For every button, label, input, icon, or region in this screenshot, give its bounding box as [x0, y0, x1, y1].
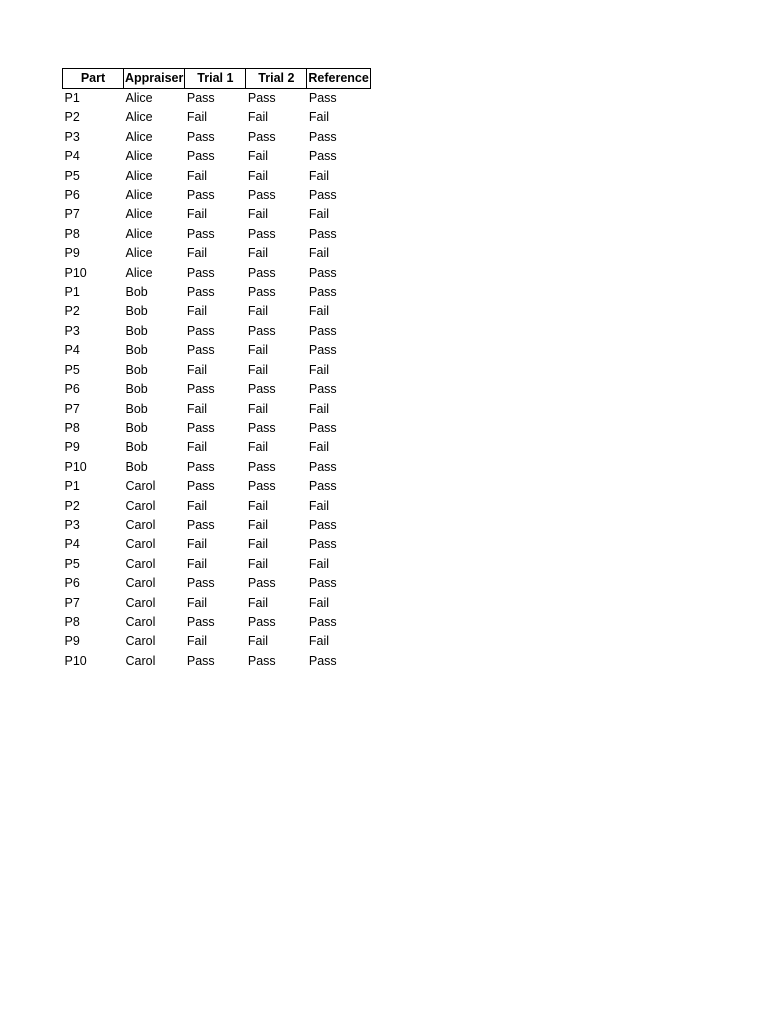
- cell-reference[interactable]: Fail: [308, 246, 330, 261]
- cell-trial-2[interactable]: Fail: [247, 556, 269, 571]
- cell-part[interactable]: P6: [64, 188, 80, 203]
- cell-part[interactable]: P4: [64, 149, 80, 164]
- cell-trial-1[interactable]: Fail: [186, 168, 208, 183]
- table-row: [63, 419, 371, 438]
- cell-appraiser[interactable]: Alice: [125, 110, 153, 125]
- cell-trial-1[interactable]: Pass: [186, 459, 215, 474]
- cell-trial-2[interactable]: Fail: [247, 362, 269, 377]
- table-row: [63, 108, 371, 127]
- cell-part[interactable]: P4: [64, 343, 80, 358]
- cell-trial-2[interactable]: Pass: [247, 226, 276, 241]
- cell-part[interactable]: P9: [64, 246, 80, 261]
- table-row: [63, 302, 371, 321]
- cell-reference[interactable]: Fail: [308, 440, 330, 455]
- cell-part[interactable]: P3: [64, 517, 80, 532]
- cell-appraiser[interactable]: Alice: [125, 265, 153, 280]
- cell-part[interactable]: P1: [64, 285, 80, 300]
- table-row: [63, 477, 371, 496]
- table-row: [63, 574, 371, 593]
- table-row: [63, 613, 371, 632]
- cell-trial-2[interactable]: Fail: [247, 634, 269, 649]
- cell-trial-1[interactable]: Pass: [186, 265, 215, 280]
- cell-appraiser[interactable]: Bob: [125, 459, 148, 474]
- header-row: [63, 69, 371, 89]
- cell-appraiser[interactable]: Bob: [125, 382, 148, 397]
- cell-reference[interactable]: Fail: [308, 168, 330, 183]
- cell-appraiser[interactable]: Carol: [125, 614, 156, 629]
- cell-appraiser[interactable]: Bob: [125, 440, 148, 455]
- cell-reference[interactable]: Fail: [308, 595, 330, 610]
- cell-trial-2[interactable]: Pass: [247, 479, 276, 494]
- table-row: [63, 322, 371, 341]
- cell-trial-2[interactable]: Fail: [247, 343, 269, 358]
- cell-trial-1[interactable]: Pass: [186, 420, 215, 435]
- cell-reference[interactable]: Pass: [308, 382, 337, 397]
- cell-trial-2[interactable]: Pass: [247, 576, 276, 591]
- table-row: [63, 128, 371, 147]
- cell-reference[interactable]: Fail: [308, 556, 330, 571]
- cell-trial-1[interactable]: Pass: [186, 517, 215, 532]
- cell-reference[interactable]: Pass: [308, 323, 337, 338]
- table-row: [63, 361, 371, 380]
- cell-part[interactable]: P5: [64, 168, 80, 183]
- cell-appraiser[interactable]: Bob: [125, 285, 148, 300]
- cell-trial-2[interactable]: Pass: [247, 188, 276, 203]
- cell-trial-1[interactable]: Fail: [186, 537, 208, 552]
- cell-part[interactable]: P4: [64, 537, 80, 552]
- cell-reference[interactable]: Fail: [308, 498, 330, 513]
- cell-trial-2[interactable]: Fail: [247, 440, 269, 455]
- spreadsheet-page: [62, 68, 371, 671]
- cell-trial-1[interactable]: Pass: [186, 479, 215, 494]
- cell-appraiser[interactable]: Bob: [125, 401, 148, 416]
- table-row: [63, 438, 371, 457]
- cell-trial-1[interactable]: Pass: [186, 576, 215, 591]
- cell-trial-2[interactable]: Pass: [247, 614, 276, 629]
- cell-appraiser[interactable]: Carol: [125, 517, 156, 532]
- cell-appraiser[interactable]: Carol: [125, 653, 156, 668]
- cell-part[interactable]: P1: [64, 91, 80, 105]
- cell-appraiser[interactable]: Alice: [125, 91, 153, 105]
- cell-part[interactable]: P5: [64, 362, 80, 377]
- table-row: [63, 283, 371, 302]
- cell-trial-2[interactable]: Fail: [247, 207, 269, 222]
- cell-part[interactable]: P9: [64, 440, 80, 455]
- cell-trial-1[interactable]: Fail: [186, 246, 208, 261]
- table-row: [63, 147, 371, 166]
- cell-appraiser[interactable]: Alice: [125, 226, 153, 241]
- table-row: [63, 380, 371, 399]
- cell-trial-2[interactable]: Fail: [247, 401, 269, 416]
- cell-part[interactable]: P7: [64, 401, 80, 416]
- cell-trial-1[interactable]: Pass: [186, 285, 215, 300]
- cell-part[interactable]: P6: [64, 576, 80, 591]
- cell-part[interactable]: P8: [64, 420, 80, 435]
- cell-trial-2[interactable]: Fail: [247, 168, 269, 183]
- cell-reference[interactable]: Pass: [308, 479, 337, 494]
- cell-trial-1[interactable]: Fail: [186, 440, 208, 455]
- cell-reference[interactable]: Pass: [308, 576, 337, 591]
- cell-reference[interactable]: Pass: [308, 614, 337, 629]
- cell-trial-1[interactable]: Pass: [186, 653, 215, 668]
- cell-appraiser[interactable]: Bob: [125, 362, 148, 377]
- cell-reference[interactable]: Fail: [308, 304, 330, 319]
- table-row: [63, 244, 371, 263]
- cell-trial-1[interactable]: Pass: [186, 91, 215, 105]
- cell-trial-1[interactable]: Fail: [186, 362, 208, 377]
- cell-trial-2[interactable]: Fail: [247, 498, 269, 513]
- cell-trial-1[interactable]: Fail: [186, 498, 208, 513]
- cell-reference[interactable]: Pass: [308, 226, 337, 241]
- cell-appraiser[interactable]: Bob: [125, 343, 148, 358]
- table-row: [63, 555, 371, 574]
- cell-reference[interactable]: Pass: [308, 537, 337, 552]
- cell-trial-1[interactable]: Pass: [186, 343, 215, 358]
- table-row: [63, 225, 371, 244]
- table-row: [63, 89, 371, 109]
- cell-reference[interactable]: Fail: [308, 362, 330, 377]
- cell-trial-1[interactable]: Pass: [186, 188, 215, 203]
- cell-appraiser[interactable]: Carol: [125, 537, 156, 552]
- cell-reference[interactable]: Pass: [308, 188, 337, 203]
- table-row: [63, 535, 371, 554]
- cell-appraiser[interactable]: Carol: [125, 595, 156, 610]
- cell-trial-1[interactable]: Pass: [186, 323, 215, 338]
- cell-part[interactable]: P2: [64, 498, 80, 513]
- cell-trial-1[interactable]: Pass: [186, 226, 215, 241]
- cell-trial-1[interactable]: Pass: [186, 129, 215, 144]
- header-cell-trial-1[interactable]: Trial 1: [185, 69, 246, 89]
- cell-part[interactable]: P7: [64, 595, 80, 610]
- table-row: [63, 341, 371, 360]
- cell-trial-1[interactable]: Fail: [186, 207, 208, 222]
- cell-trial-2[interactable]: Pass: [247, 323, 276, 338]
- cell-appraiser[interactable]: Carol: [125, 498, 156, 513]
- cell-appraiser[interactable]: Carol: [125, 576, 156, 591]
- cell-trial-1[interactable]: Fail: [186, 634, 208, 649]
- cell-appraiser[interactable]: Bob: [125, 304, 148, 319]
- cell-trial-2[interactable]: Fail: [247, 149, 269, 164]
- table-row: [63, 264, 371, 283]
- cell-appraiser[interactable]: Alice: [125, 207, 153, 222]
- cell-reference[interactable]: Pass: [308, 91, 337, 105]
- cell-appraiser[interactable]: Bob: [125, 323, 148, 338]
- table-row: [63, 632, 371, 651]
- cell-reference[interactable]: Pass: [308, 517, 337, 532]
- cell-trial-2[interactable]: Pass: [247, 285, 276, 300]
- cell-appraiser[interactable]: Bob: [125, 420, 148, 435]
- cell-trial-2[interactable]: Fail: [247, 537, 269, 552]
- cell-trial-2[interactable]: Pass: [247, 129, 276, 144]
- cell-trial-2[interactable]: Fail: [247, 246, 269, 261]
- cell-appraiser[interactable]: Carol: [125, 634, 156, 649]
- cell-reference[interactable]: Fail: [308, 110, 330, 125]
- cell-trial-1[interactable]: Fail: [186, 556, 208, 571]
- cell-trial-2[interactable]: Pass: [247, 420, 276, 435]
- cell-appraiser[interactable]: Carol: [125, 556, 156, 571]
- cell-part[interactable]: P8: [64, 614, 80, 629]
- cell-part[interactable]: P1: [64, 479, 80, 494]
- cell-trial-2[interactable]: Pass: [247, 382, 276, 397]
- table-row: [63, 458, 371, 477]
- cell-reference[interactable]: Pass: [308, 459, 337, 474]
- cell-part[interactable]: P10: [64, 653, 87, 668]
- cell-part[interactable]: P5: [64, 556, 80, 571]
- cell-reference[interactable]: Pass: [308, 149, 337, 164]
- cell-trial-2[interactable]: Fail: [247, 517, 269, 532]
- cell-appraiser[interactable]: Alice: [125, 129, 153, 144]
- cell-trial-2[interactable]: Pass: [247, 459, 276, 474]
- table-row: [63, 186, 371, 205]
- cell-part[interactable]: P10: [64, 265, 87, 280]
- header-cell-reference[interactable]: Reference: [307, 69, 370, 89]
- header-cell-trial-2[interactable]: Trial 2: [246, 69, 307, 89]
- cell-trial-1[interactable]: Fail: [186, 110, 208, 125]
- table-row: [63, 167, 371, 186]
- cell-reference[interactable]: Fail: [308, 207, 330, 222]
- cell-reference[interactable]: Pass: [308, 343, 337, 358]
- table-row: [63, 497, 371, 516]
- cell-part[interactable]: P10: [64, 459, 87, 474]
- cell-reference[interactable]: Fail: [308, 401, 330, 416]
- cell-appraiser[interactable]: Carol: [125, 479, 156, 494]
- cell-appraiser[interactable]: Alice: [125, 246, 153, 261]
- cell-trial-2[interactable]: Fail: [247, 304, 269, 319]
- cell-part[interactable]: P2: [64, 304, 80, 319]
- header-cell-appraiser[interactable]: Appraiser: [124, 69, 185, 89]
- cell-reference[interactable]: Pass: [308, 265, 337, 280]
- cell-part[interactable]: P7: [64, 207, 80, 222]
- cell-reference[interactable]: Pass: [308, 420, 337, 435]
- header-cell-part[interactable]: Part: [63, 69, 124, 89]
- table-body: [63, 89, 371, 672]
- data-table: [62, 68, 371, 671]
- table-row: [63, 652, 371, 671]
- table-row: [63, 400, 371, 419]
- cell-reference[interactable]: Pass: [308, 653, 337, 668]
- cell-part[interactable]: P9: [64, 634, 80, 649]
- cell-appraiser[interactable]: Alice: [125, 168, 153, 183]
- table-row: [63, 594, 371, 613]
- cell-trial-1[interactable]: Fail: [186, 304, 208, 319]
- cell-trial-2[interactable]: Pass: [247, 653, 276, 668]
- table-row: [63, 205, 371, 224]
- table-row: [63, 516, 371, 535]
- cell-reference[interactable]: Pass: [308, 129, 337, 144]
- cell-part[interactable]: P3: [64, 129, 80, 144]
- cell-trial-2[interactable]: Fail: [247, 595, 269, 610]
- cell-trial-2[interactable]: Pass: [247, 91, 276, 105]
- cell-trial-1[interactable]: Fail: [186, 401, 208, 416]
- cell-appraiser[interactable]: Alice: [125, 149, 153, 164]
- cell-trial-1[interactable]: Pass: [186, 149, 215, 164]
- cell-reference[interactable]: Pass: [308, 285, 337, 300]
- cell-trial-1[interactable]: Fail: [186, 595, 208, 610]
- cell-part[interactable]: P3: [64, 323, 80, 338]
- cell-trial-1[interactable]: Pass: [186, 382, 215, 397]
- cell-part[interactable]: P2: [64, 110, 80, 125]
- cell-trial-2[interactable]: Fail: [247, 110, 269, 125]
- cell-trial-1[interactable]: Pass: [186, 614, 215, 629]
- cell-part[interactable]: P6: [64, 382, 80, 397]
- cell-appraiser[interactable]: Alice: [125, 188, 153, 203]
- cell-trial-2[interactable]: Pass: [247, 265, 276, 280]
- cell-part[interactable]: P8: [64, 226, 80, 241]
- cell-reference[interactable]: Fail: [308, 634, 330, 649]
